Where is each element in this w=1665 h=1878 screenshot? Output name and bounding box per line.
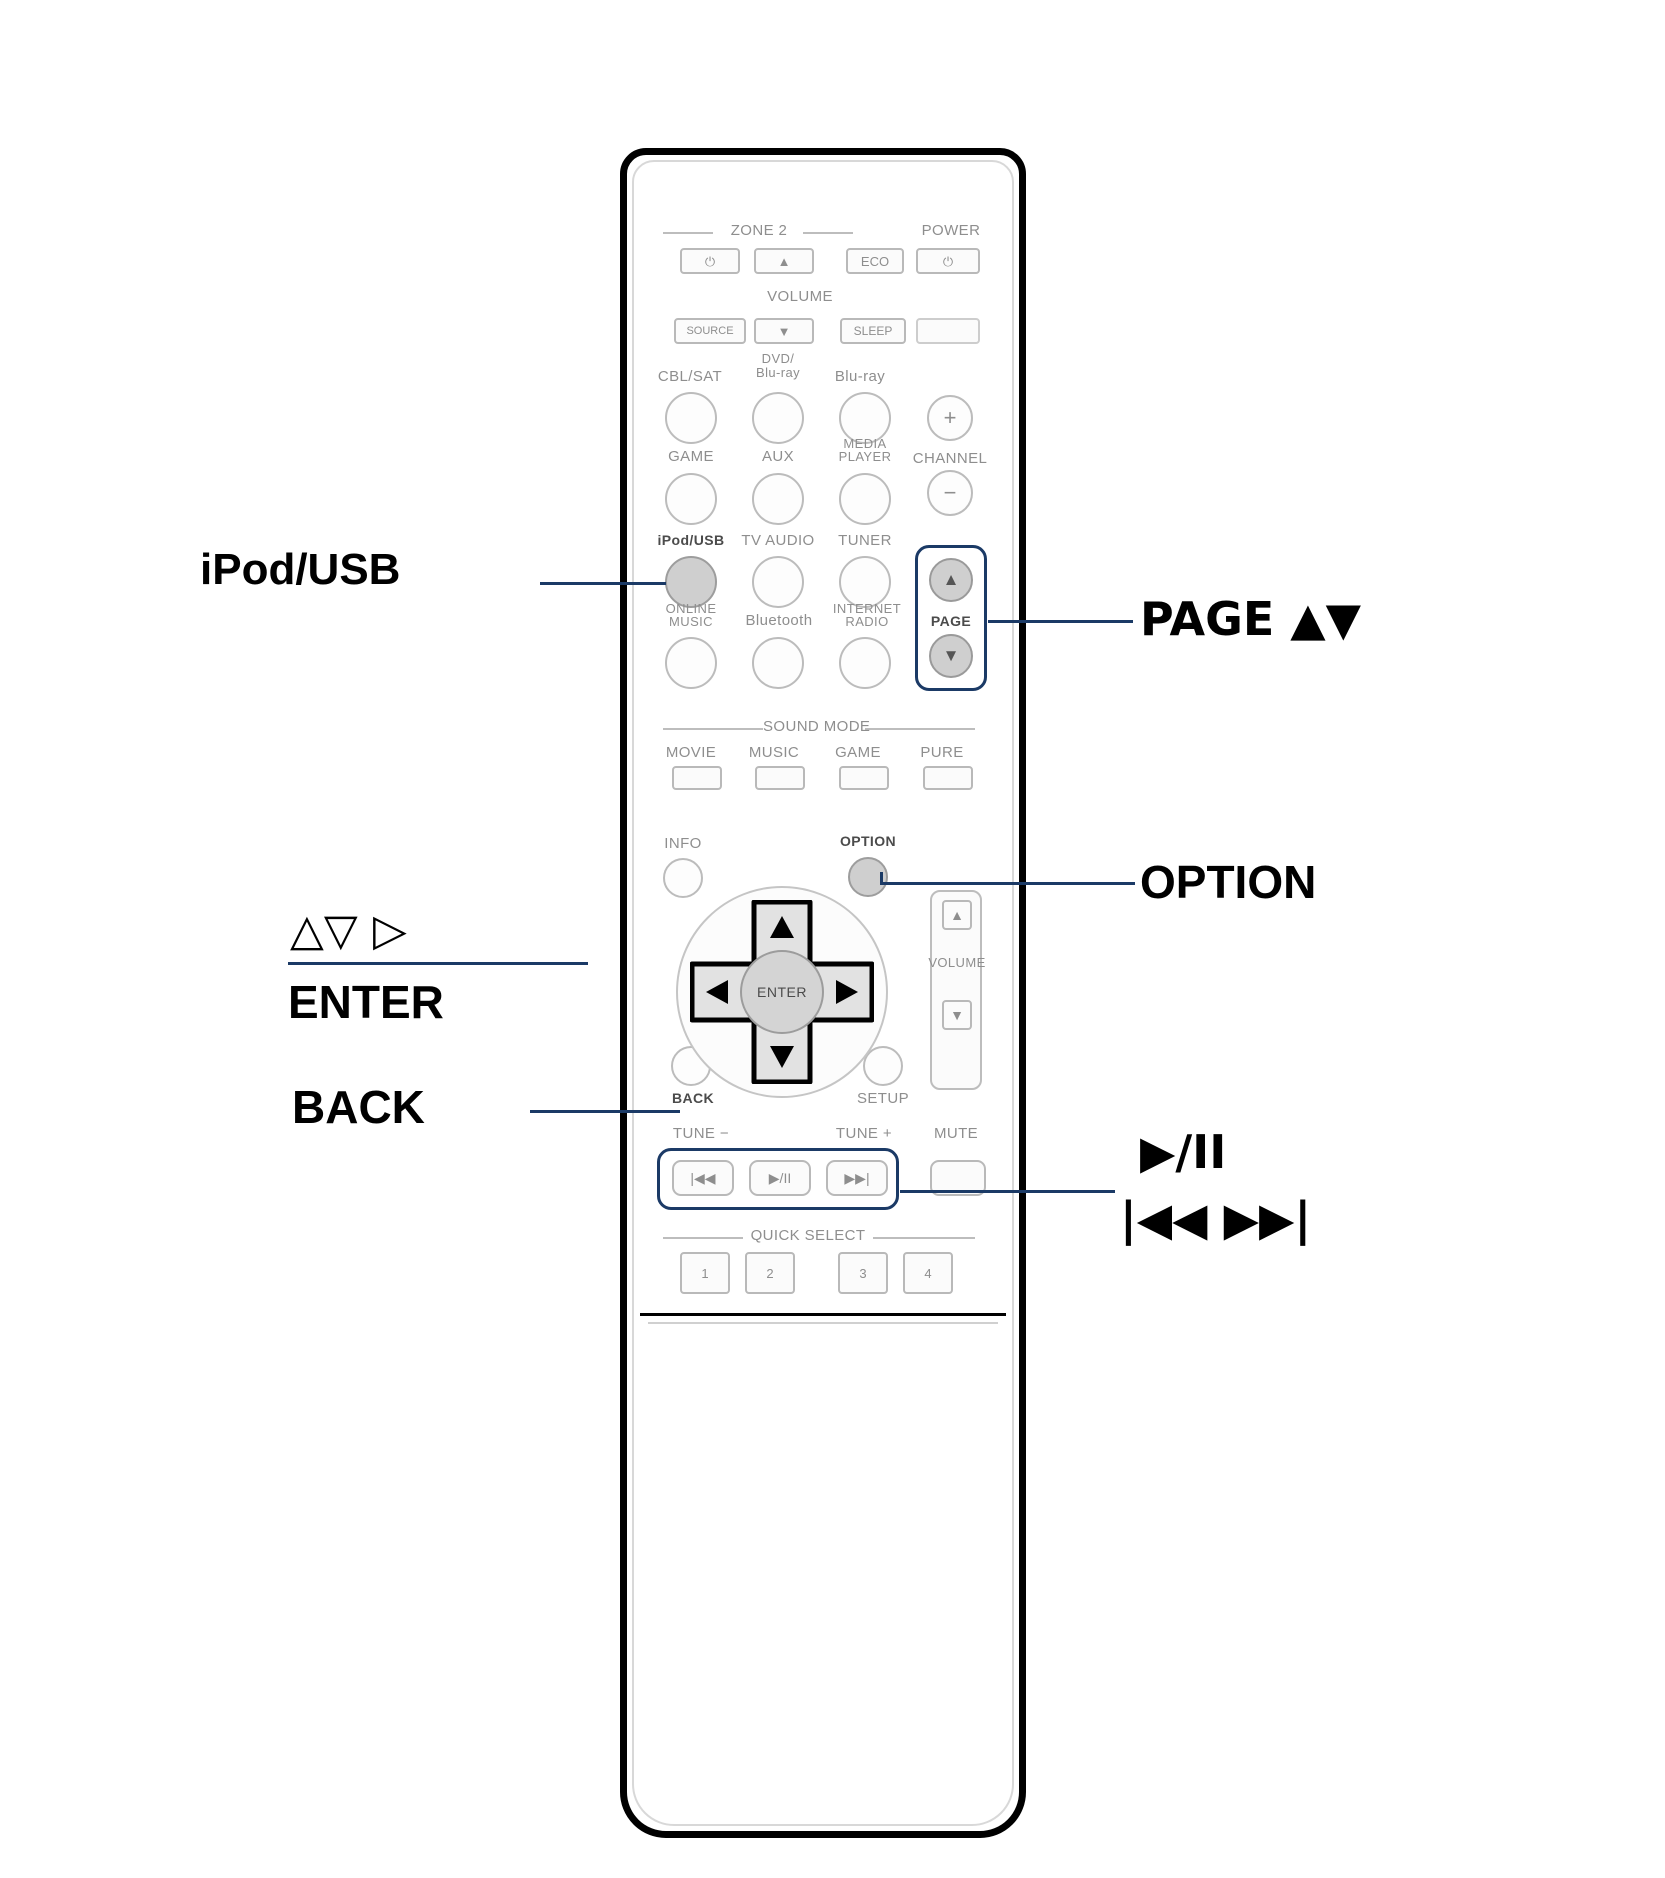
callout-back-leader (530, 1110, 680, 1113)
movie-button[interactable] (672, 766, 722, 790)
media-player-button[interactable] (839, 473, 891, 525)
pure-label: PURE (920, 744, 964, 761)
volume-up-button[interactable]: ▲ (942, 900, 972, 930)
zone2-spare-button[interactable] (916, 318, 980, 344)
online-music-button[interactable] (665, 637, 717, 689)
quick-select-line-left (663, 1237, 743, 1239)
callout-skip (1120, 1192, 1311, 1246)
source-button[interactable]: SOURCE (674, 318, 746, 344)
dvd-bluray-label: DVD/ Blu-ray (756, 351, 800, 380)
zone2-group-label: ZONE 2 (730, 222, 788, 239)
callout-transport-leader (900, 1190, 1115, 1193)
remote-lower-divider (640, 1313, 1006, 1316)
skip-next-button[interactable]: ▶▶| (826, 1160, 888, 1196)
info-button[interactable] (663, 858, 703, 898)
volume-label: VOLUME (928, 955, 986, 970)
sound-mode-line-left (663, 728, 763, 730)
dvd-bluray-button[interactable] (752, 392, 804, 444)
page-up-button[interactable]: ▲ (929, 558, 973, 602)
callout-option-leader-stub (880, 872, 883, 884)
play-pause-button[interactable]: ▶/II (749, 1160, 811, 1196)
tune-plus-label: TUNE + (835, 1125, 893, 1142)
cbl-sat-label: CBL/SAT (657, 368, 723, 385)
back-label: BACK (671, 1090, 715, 1106)
zone2-volume-up-button[interactable]: ▲ (754, 248, 814, 274)
aux-button[interactable] (752, 473, 804, 525)
enter-button[interactable]: ENTER (740, 950, 824, 1034)
callout-page-glyphs: PAGE ▲▼ (1140, 592, 1362, 646)
callout-play-pause-glyphs: ▶/II (1140, 1125, 1227, 1179)
bluetooth-button[interactable] (752, 637, 804, 689)
callout-skip-glyphs: |◀◀ ▶▶| (1120, 1192, 1312, 1246)
tuner-label: TUNER (838, 532, 892, 549)
zone2-group-line-right (803, 232, 853, 234)
music-button[interactable] (755, 766, 805, 790)
ipod-usb-label: iPod/USB (657, 532, 725, 548)
cbl-sat-button[interactable] (665, 392, 717, 444)
tv-audio-label: TV AUDIO (741, 532, 815, 549)
setup-label: SETUP (856, 1090, 909, 1107)
quick-select-3-button[interactable]: 3 (838, 1252, 888, 1294)
zone2-volume-label: VOLUME (767, 288, 833, 305)
zone2-volume-down-button[interactable]: ▼ (754, 318, 814, 344)
info-label: INFO (664, 835, 702, 852)
pure-button[interactable] (923, 766, 973, 790)
game-label: GAME (668, 448, 714, 465)
page-down-button[interactable]: ▼ (929, 634, 973, 678)
sound-mode-group-label: SOUND MODE (763, 718, 871, 735)
callout-option-leader (880, 882, 1135, 885)
channel-down-button[interactable]: − (927, 470, 973, 516)
sound-mode-game-label: GAME (835, 744, 881, 761)
callout-enter: ENTER (288, 976, 444, 1028)
quick-select-line-right (873, 1237, 975, 1239)
bluetooth-label: Bluetooth (745, 612, 813, 629)
aux-label: AUX (761, 448, 795, 465)
callout-enter-underline (288, 962, 588, 965)
mute-label: MUTE (933, 1125, 979, 1142)
online-music-label: ONLINE MUSIC (665, 601, 717, 629)
sound-mode-line-right (865, 728, 975, 730)
callout-play-pause (1140, 1125, 1226, 1179)
movie-label: MOVIE (665, 744, 717, 761)
zone2-power-button[interactable]: ⏻ (680, 248, 740, 274)
callout-ipod-usb-leader (540, 582, 666, 585)
page-label: PAGE (930, 613, 972, 629)
callout-option: OPTION (1140, 856, 1317, 908)
quick-select-group-label: QUICK SELECT (750, 1227, 866, 1244)
sound-mode-game-button[interactable] (839, 766, 889, 790)
remote-lower-divider-shadow (648, 1322, 998, 1324)
quick-select-1-button[interactable]: 1 (680, 1252, 730, 1294)
callout-cursor (290, 905, 407, 956)
sleep-button[interactable]: SLEEP (840, 318, 906, 344)
eco-button[interactable]: ECO (846, 248, 904, 274)
media-player-label: MEDIA PLAYER (838, 436, 892, 464)
callout-ipod-usb: iPod/USB (200, 545, 401, 594)
internet-radio-button[interactable] (839, 637, 891, 689)
zone2-group-line-left (663, 232, 713, 234)
tv-audio-button[interactable] (752, 556, 804, 608)
callout-page (1140, 592, 1361, 646)
internet-radio-label: INTERNET RADIO (832, 601, 902, 629)
callout-back: BACK (292, 1081, 425, 1133)
skip-previous-button[interactable]: |◀◀ (672, 1160, 734, 1196)
quick-select-2-button[interactable]: 2 (745, 1252, 795, 1294)
quick-select-4-button[interactable]: 4 (903, 1252, 953, 1294)
option-label: OPTION (839, 833, 897, 849)
music-label: MUSIC (748, 744, 800, 761)
tune-minus-label: TUNE − (672, 1125, 730, 1142)
power-button[interactable]: ⏻ (916, 248, 980, 274)
bluray-label: Blu-ray (834, 368, 886, 385)
volume-down-button[interactable]: ▼ (942, 1000, 972, 1030)
channel-up-button[interactable]: + (927, 395, 973, 441)
game-button[interactable] (665, 473, 717, 525)
channel-label: CHANNEL (912, 450, 988, 467)
callout-page-leader (988, 620, 1133, 623)
power-label: POWER (921, 222, 981, 239)
callout-cursor-glyphs: △▽ ▷ (290, 905, 407, 956)
